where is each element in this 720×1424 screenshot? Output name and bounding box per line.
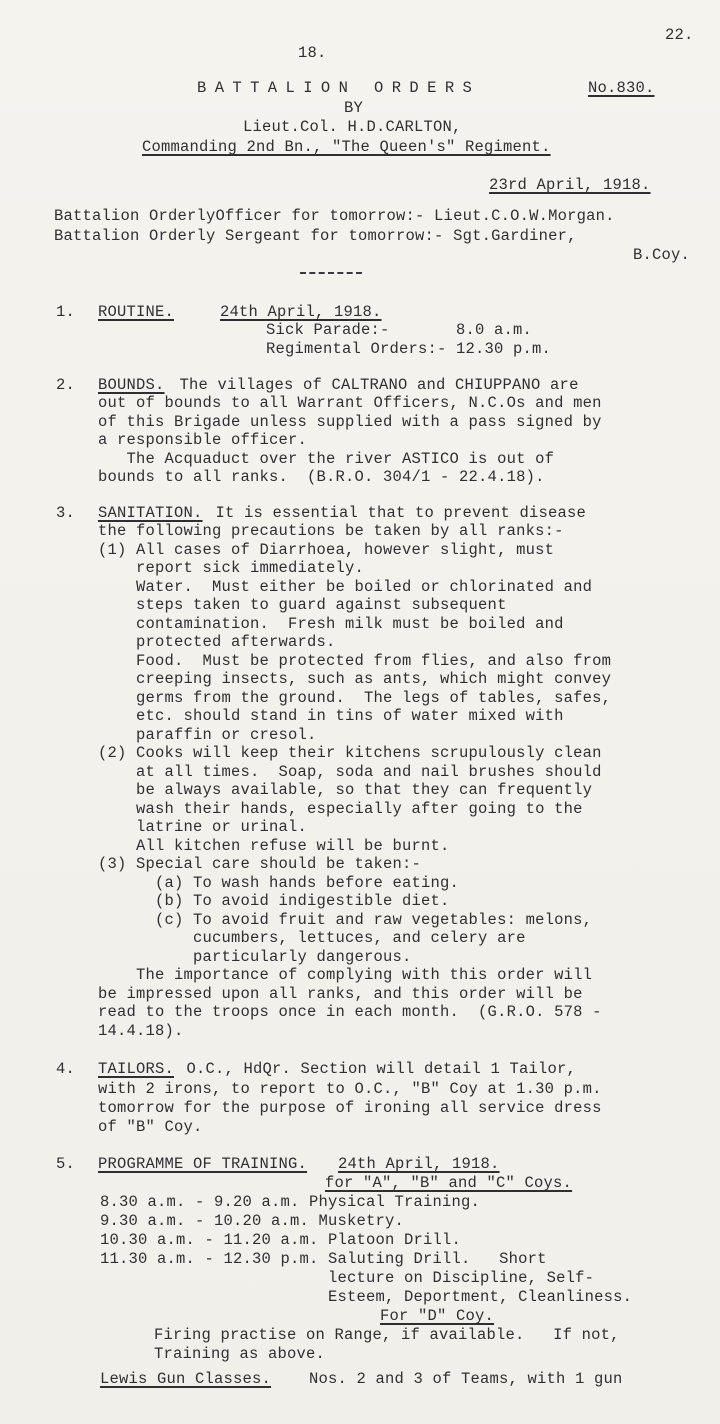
training-schedule-row: 11.30 a.m. - 12.30 p.m. Saluting Drill. Short [100, 1250, 547, 1268]
section-3-heading: SANITATION. [98, 504, 203, 522]
page-number: 22. [665, 26, 694, 44]
sanitation-line: contamination. Fresh milk must be boiled and [98, 615, 564, 633]
tailors-line: O.C., HdQr. Section will detail 1 Tailor, [177, 1060, 577, 1078]
sanitation-line: germs from the ground. The legs of tables, safes, [98, 689, 612, 707]
sanitation-line: wash their hands, especially after going to the [98, 800, 583, 818]
order-number: No.830. [588, 79, 655, 97]
sanitation-line: steps taken to guard against subsequent [98, 596, 507, 614]
section-4-number: 4. [56, 1060, 76, 1078]
section-4-heading: TAILORS. [98, 1060, 175, 1078]
training-schedule-row: lecture on Discipline, Self- [100, 1269, 595, 1287]
sanitation-line: (c) To avoid fruit and raw vegetables: melons, [98, 911, 593, 929]
sanitation-line: particularly dangerous. [98, 948, 412, 966]
sanitation-line: (2) Cooks will keep their kitchens scrupulously clean [98, 744, 602, 762]
bounds-line: a responsible officer. [98, 431, 308, 449]
tailors-line: with 2 irons, to report to O.C., "B" Coy at 1.30 p.m. [98, 1080, 602, 1098]
section-2-heading: BOUNDS. [98, 376, 165, 394]
section-5-heading: PROGRAMME OF TRAINING. [98, 1155, 308, 1173]
section-1-date: 24th April, 1918. [220, 303, 382, 321]
section-5-date: 24th April, 1918. [338, 1155, 500, 1173]
sanitation-line: Water. Must either be boiled or chlorinated and [98, 578, 593, 596]
lewis-gun-heading: Lewis Gun Classes. [100, 1370, 272, 1388]
command-line: Commanding 2nd Bn., "The Queen's" Regiment. [142, 138, 551, 156]
sanitation-line: It is essential that to prevent disease [206, 504, 587, 522]
training-for-abc: for "A", "B" and "C" Coys. [325, 1174, 573, 1192]
sanitation-line: at all times. Soap, soda and nail brushes should [98, 763, 602, 781]
sanitation-line: cucumbers, lettuces, and celery are [98, 929, 526, 947]
routine-line: Sick Parade:- 8.0 a.m. [266, 321, 533, 339]
sanitation-line: The importance of complying with this order will [98, 966, 593, 984]
bounds-line: The Acquaduct over the river ASTICO is out of [98, 450, 555, 468]
sanitation-line: latrine or urinal. [98, 818, 308, 836]
bounds-line: of this Brigade unless supplied with a pass signed by [98, 413, 602, 431]
bounds-line: The villages of CALTRANO and CHIUPPANO are [170, 376, 579, 394]
divider-rule [300, 272, 362, 274]
orderly-sergeant-company: B.Coy. [633, 246, 691, 264]
sanitation-line: report sick immediately. [98, 559, 365, 577]
orderly-sergeant: Battalion Orderly Sergeant for tomorrow:- Sgt.Gardiner, [54, 227, 577, 245]
routine-line: Regimental Orders:- 12.30 p.m. [266, 340, 552, 358]
sanitation-line: 14.4.18). [98, 1022, 184, 1040]
tailors-line: tomorrow for the purpose of ironing all service dress [98, 1099, 602, 1117]
sanitation-line: (b) To avoid indigestible diet. [98, 892, 450, 910]
sanitation-line: the following precautions be taken by all ranks:- [98, 522, 564, 540]
sanitation-line: be impressed upon all ranks, and this order will be [98, 985, 583, 1003]
bounds-line: bounds to all ranks. (B.R.O. 304/1 - 22.4.18). [98, 468, 545, 486]
firing-line: Training as above. [154, 1345, 326, 1363]
sheet-number: 18. [298, 44, 327, 62]
sanitation-line: be always available, so that they can frequently [98, 781, 593, 799]
tailors-line: of "B" Coy. [98, 1118, 203, 1136]
sanitation-line: etc. should stand in tins of water mixed with [98, 707, 564, 725]
document-title: BATTALION ORDERS [197, 79, 481, 97]
bounds-line: out of bounds to all Warrant Officers, N.C.Os and men [98, 394, 602, 412]
sanitation-line: protected afterwards. [98, 633, 336, 651]
sanitation-line: (3) Special care should be taken:- [98, 855, 422, 873]
section-3-number: 3. [56, 504, 76, 522]
training-schedule-row: Esteem, Deportment, Cleanliness. [100, 1288, 633, 1306]
sanitation-line: (1) All cases of Diarrhoea, however slight, must [98, 541, 555, 559]
sanitation-line: (a) To wash hands before eating. [98, 874, 460, 892]
sanitation-line: All kitchen refuse will be burnt. [98, 837, 450, 855]
order-date: 23rd April, 1918. [489, 176, 651, 194]
by-line: BY [344, 99, 364, 117]
training-schedule-row: 10.30 a.m. - 11.20 a.m. Platoon Drill. [100, 1231, 462, 1249]
training-schedule-row: 8.30 a.m. - 9.20 a.m. Physical Training. [100, 1193, 481, 1211]
training-for-d: For "D" Coy. [380, 1307, 495, 1325]
sanitation-line: Food. Must be protected from flies, and also from [98, 652, 612, 670]
firing-line: Firing practise on Range, if available. If not, [154, 1326, 620, 1344]
sanitation-line: read to the troops once in each month. (G.R.O. 578 - [98, 1003, 602, 1021]
sanitation-line: creeping insects, such as ants, which might convey [98, 670, 612, 688]
section-2-number: 2. [56, 376, 76, 394]
section-1-number: 1. [56, 303, 76, 321]
training-schedule-row: 9.30 a.m. - 10.20 a.m. Musketry. [100, 1212, 405, 1230]
section-1-heading: ROUTINE. [98, 303, 175, 321]
orderly-officer: Battalion OrderlyOfficer for tomorrow:- Lieut.C.O.W.Morgan. [54, 207, 615, 225]
section-5-number: 5. [56, 1155, 76, 1173]
commander-name: Lieut.Col. H.D.CARLTON, [243, 118, 462, 136]
sanitation-line: paraffin or cresol. [98, 726, 317, 744]
lewis-gun-text: Nos. 2 and 3 of Teams, with 1 gun [290, 1370, 623, 1388]
